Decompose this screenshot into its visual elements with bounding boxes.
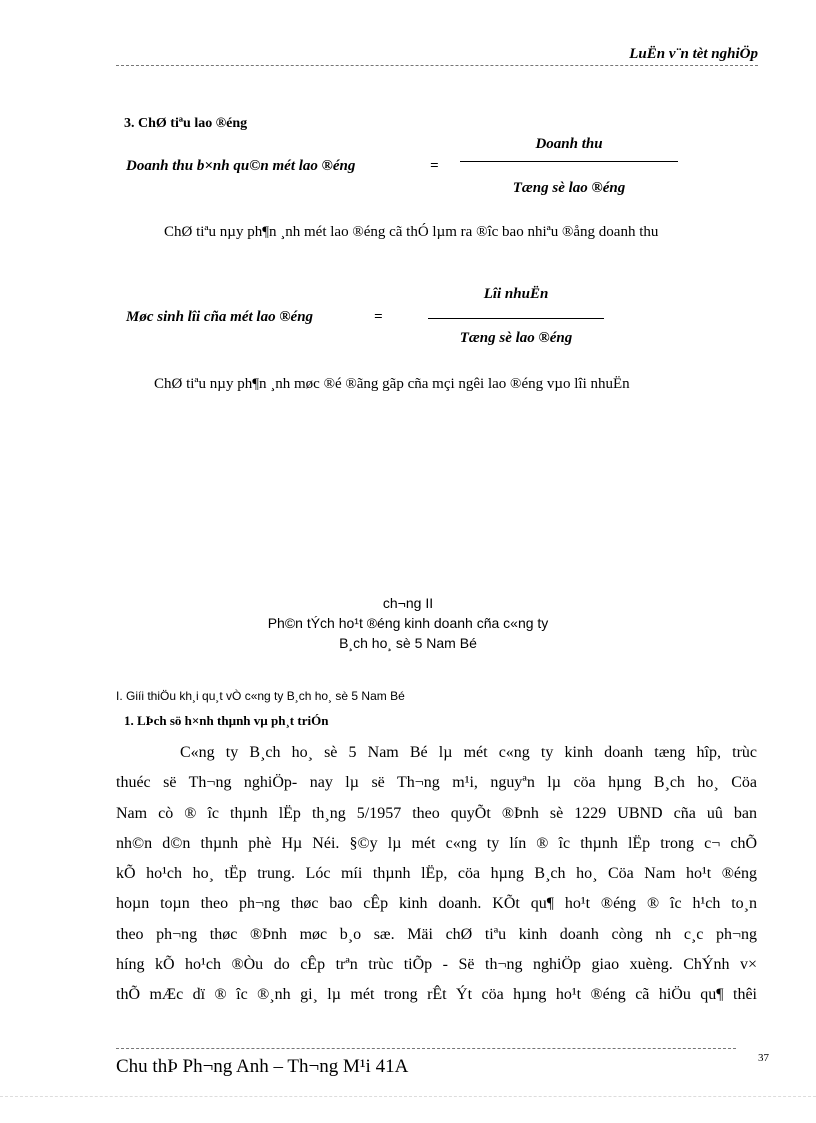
- paragraph: [116, 220, 757, 245]
- section-heading: I. Giíi thiÖu kh¸i qu¸t vÒ c«ng ty B¸ch ho¸ sè 5 Nam Bé: [116, 689, 405, 703]
- chapter-subtitle: B¸ch ho¸ sè 5 Nam Bé: [339, 635, 477, 651]
- fraction-bar: [428, 318, 604, 319]
- subsection-heading: 1. LÞch sö h×nh thµnh vµ ph¸t triÓn: [124, 713, 329, 728]
- page-bottom-divider: [0, 1096, 816, 1097]
- text-line: Nam cò ® îc thµnh lËp th¸ng 5/1957 theo quyÕt ®Þnh sè 1229 UBND cña uû ban: [116, 804, 757, 822]
- text-line: theo ph¬ng thøc ®Þnh møc b¸o sæ. Mäi chØ tiªu kinh doanh còng nh c¸c ph¬ng: [116, 925, 757, 943]
- paragraph-text: ChØ tiªu nµy ph¶n ¸nh møc ®é ®ãng gãp cña mçi ngêi lao ®éng vµo lîi nhuËn: [154, 376, 630, 392]
- text-line: nh©n d©n thµnh phè Hµ Néi. §©y lµ mét c«ng ty lín ® îc thµnh lËp trong c¬ chÕ: [116, 834, 757, 852]
- footer-divider: [116, 1048, 736, 1049]
- formula-numerator: Doanh thu: [535, 136, 603, 152]
- text-line: thÕ mÆc dï ® îc ®¸nh gi¸ lµ mét trong rÊt Ýt cöa hµng ho¹t ®éng cã hiÖu qu¶ thêi: [116, 986, 757, 1004]
- text-line: thuéc së Th¬ng nghiÖp- nay lµ së Th¬ng m¹i, nguyªn lµ cöa hµng B¸ch ho¸ Cöa: [116, 774, 757, 792]
- text-line: hoµn toµn theo ph¬ng thøc bao cÊp kinh doanh. KÕt qu¶ ho¹t ®éng ® îc h¹ch to¸n: [116, 895, 757, 913]
- formula-label: Møc sinh lîi cña mét lao ®éng: [126, 309, 314, 325]
- text-line: híng kÕ ho¹ch ®Òu do cÊp trªn trùc tiÕp - Së th¬ng nghiÖp giao xuèng. ChÝnh v×: [116, 956, 757, 974]
- formula-equals: =: [430, 158, 439, 174]
- formula-denominator: Tæng sè lao ®éng: [459, 330, 573, 346]
- paragraph: [116, 372, 757, 397]
- chapter-title: Ph©n tÝch ho¹t ®éng kinh doanh cña c«ng ty: [267, 615, 549, 631]
- page-number: 37: [758, 1052, 769, 1064]
- header-title: LuËn v¨n tèt nghiÖp: [629, 46, 758, 62]
- fraction-bar: [460, 161, 678, 162]
- section-heading: 3. ChØ tiªu lao ®éng: [124, 116, 248, 131]
- formula-denominator: Tæng sè lao ®éng: [512, 180, 626, 196]
- formula-numerator: Lîi nhuËn: [483, 286, 549, 302]
- paragraph-text: ChØ tiªu nµy ph¶n ¸nh mét lao ®éng cã thÓ lµm ra ®îc bao nhiªu ®ång doanh thu: [164, 224, 659, 240]
- formula-equals: =: [374, 309, 383, 325]
- text-line: C«ng ty B¸ch ho¸ sè 5 Nam Bé lµ mét c«ng ty kinh doanh tæng hîp, trùc: [180, 744, 757, 761]
- body-paragraph: [116, 738, 757, 1011]
- footer-author: Chu thÞ Ph¬ng Anh – Th¬ng M¹i 41A: [116, 1056, 409, 1077]
- text-line: kÕ ho¹ch ho¸ tËp trung. Lóc míi thµnh lËp, cöa hµng B¸ch ho¸ Cöa Nam ho¹t ®éng: [116, 865, 757, 883]
- chapter-number: ch¬ng II: [382, 595, 434, 611]
- formula-label: Doanh thu b×nh qu©n mét lao ®éng: [126, 158, 356, 174]
- header-divider: [116, 65, 758, 66]
